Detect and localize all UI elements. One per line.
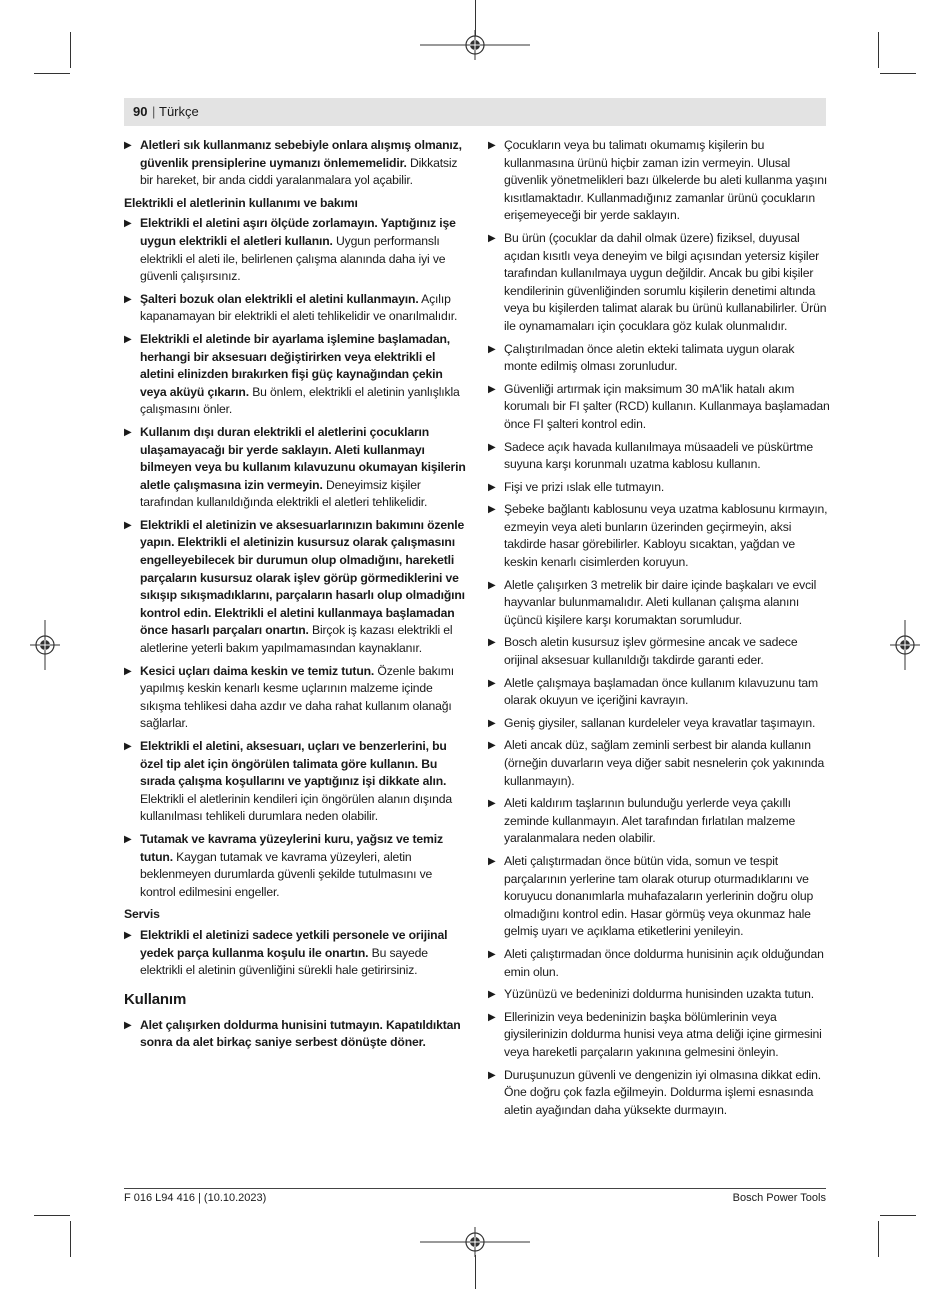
bullet-text: Geniş giysiler, sallanan kurdeleler veya kravatlar taşımayın.: [504, 715, 816, 730]
bullet-text: Uygun performanslı elektrikli el aleti ile, belirlenen çalışma alanında daha iyi ve güvenli çalışırsınız.: [140, 233, 446, 284]
bullet-text: Fişi ve prizi ıslak elle tutmayın.: [504, 479, 665, 494]
bullet-bold-text: Elektrikli el aletinizin ve aksesuarlarınızın bakımını özenle yapın. Elektrikli el aletinizin kusursuz olarak çalışmasını engelleyebilecek bir durumun olup olmadığını, hareketli parçaların kusursuz olarak işlev görüp görmediklerini ve sıkışıp sıkışmadıklarını, parçaların hasarlı olup olmadığını kontrol edin. Elektrikli el aletini kullanmaya başlamadan önce hasarlı parçaları onartın.: [140, 517, 465, 638]
bullet-arrow-icon: ▶: [488, 383, 496, 395]
bullet-arrow-icon: ▶: [124, 665, 132, 677]
bullet-arrow-icon: ▶: [124, 519, 132, 531]
bullet-text: Aleti kaldırım taşlarının bulunduğu yerlerde veya çakıllı zeminde kullanmayın. Alet tarafından fırlatılan malzeme yaralanmalara neden olabilir.: [504, 796, 796, 846]
bullet-text: Aleti çalıştırmadan önce doldurma hunisinin açık olduğundan emin olun.: [504, 946, 824, 979]
list-item: [488, 737, 830, 790]
right-column: [488, 137, 830, 1124]
bullet-text: Bu ürün (çocuklar da dahil olmak üzere) fiziksel, duyusal açıdan kısıtlı veya deneyim ve bilgi açısından yetersiz kişiler tarafından kullanılmaya uygun değildir. Ancak bu gibi kişiler kendilerinin güvenliğinden sorumlu kişilerin denetimi altında veya bu kişilerden talimat alarak bu ürünü kullanabilirler. Ürün ile oynamamaları için çocuklara göz kulak olunmalıdır.: [504, 230, 827, 333]
page-header-bar: [124, 98, 826, 126]
bullet-bold-text: Şalteri bozuk olan elektrikli el aletini kullanmayın.: [140, 291, 419, 306]
list-item: [488, 381, 830, 434]
list-item: [124, 137, 469, 190]
bullet-text: Aletle çalışmaya başlamadan önce kullanım kılavuzunu tam olarak okuyun ve içeriğini kavrayın.: [504, 675, 819, 708]
list-item: [124, 517, 469, 658]
bullet-arrow-icon: ▶: [488, 504, 496, 516]
list-item: [488, 1009, 830, 1062]
crop-mark: [878, 1221, 879, 1257]
list-item: [488, 341, 830, 376]
bullet-bold-text: Elektrikli el aletini aşırı ölçüde zorlamayın. Yaptığınız işe uygun elektrikli el aletleri kullanın.: [140, 216, 456, 248]
bullet-bold-text: Aletleri sık kullanmanız sebebiyle onlara alışmış olmanız, güvenlik prensiplerine uymanızı önlememelidir.: [140, 138, 462, 170]
bullet-text: Çalıştırılmadan önce aletin ekteki talimata uygun olarak monte edilmiş olması zorunludur.: [504, 341, 795, 374]
list-item: [124, 424, 469, 512]
crop-mark: [70, 1221, 71, 1257]
bullet-bold-text: Elektrikli el aletini, aksesuarı, uçları ve benzerlerini, bu özel tip alet için öngörülen talimata göre kullanın. Bu sırada çalışma koşullarını ve yaptığınız işi dikkate alın.: [140, 739, 447, 789]
list-item: [124, 215, 469, 285]
bullet-arrow-icon: ▶: [488, 989, 496, 1001]
bullet-text: Bu önlem, elektrikli el aletinin yanlışlıkla çalışmasını önler.: [140, 384, 460, 417]
crop-mark: [880, 1215, 916, 1216]
bullet-text: Birçok iş kazası elektrikli el aletlerine yeterli bakım yapılmamasından kaynaklanır.: [140, 623, 453, 656]
bullet-arrow-icon: ▶: [124, 741, 132, 752]
bullet-arrow-icon: ▶: [124, 218, 132, 230]
bullet-arrow-icon: ▶: [488, 441, 496, 453]
list-item: [124, 663, 469, 733]
bullet-arrow-icon: ▶: [488, 579, 496, 591]
bullet-arrow-icon: ▶: [488, 677, 496, 689]
bullet-arrow-icon: ▶: [124, 333, 132, 345]
list-item: [124, 331, 469, 419]
crop-mark: [475, 1255, 476, 1289]
list-item: [488, 675, 830, 710]
bullet-arrow-icon: ▶: [488, 637, 496, 649]
bullet-bold-text: Elektrikli el aletinde bir ayarlama işlemine başlamadan, herhangi bir aksesuarı değiştirirken veya elektrikli el aletini elinizden bırakırken fişi güç kaynağından çekin veya aküyü çıkarın.: [140, 331, 450, 399]
bullet-arrow-icon: ▶: [488, 948, 496, 960]
bullet-arrow-icon: ▶: [124, 929, 132, 941]
registration-mark-icon: [30, 620, 60, 670]
bullet-arrow-icon: ▶: [488, 140, 496, 151]
list-item: [488, 137, 830, 225]
bullet-arrow-icon: ▶: [488, 481, 496, 493]
bullet-text: Dikkatsiz bir hareket, bir anda ciddi yaralanmalara yol açabilir.: [140, 155, 458, 188]
list-item: [124, 291, 469, 326]
list-item: [488, 577, 830, 630]
bullet-arrow-icon: ▶: [488, 798, 496, 810]
list-item: [488, 501, 830, 571]
bullet-arrow-icon: ▶: [488, 1011, 496, 1023]
bullet-bold-text: Elektrikli el aletinizi sadece yetkili personele ve orijinal yedek parça kullanma koşulu ile onartın.: [140, 927, 448, 960]
bullet-bold-text: Kesici uçları daima keskin ve temiz tutun.: [140, 663, 375, 678]
bullet-arrow-icon: ▶: [124, 293, 132, 305]
list-item: [488, 479, 830, 497]
registration-mark-icon: [890, 620, 920, 670]
section-heading-service: Servis: [124, 907, 160, 922]
list-item: [488, 795, 830, 848]
bullet-arrow-icon: ▶: [124, 1019, 132, 1031]
bullet-text: Ellerinizin veya bedeninizin başka bölümlerinin veya giysilerinizin doldurma hunisi veya atma deliği içine girmesini veya hareketli parçaların yakınına gelmesini önleyin.: [504, 1009, 822, 1059]
bullet-text: Aletle çalışırken 3 metrelik bir daire içinde başkaları ve evcil hayvanlar bulunmamalıdır. Aleti kullanan çalışma alanını üçüncü kişilere karşı korumaktan sorumludur.: [504, 577, 817, 627]
bullet-text: Elektrikli el aletlerinin kendileri için öngörülen alanın dışında kullanılması tehlikeli durumlara neden olabilir.: [140, 791, 453, 824]
bullet-arrow-icon: ▶: [124, 140, 132, 151]
bullet-text: Bu sayede elektrikli el aletinin güvenliğini sürekli hale getirirsiniz.: [140, 945, 428, 978]
list-item: [488, 715, 830, 733]
list-item: [488, 230, 830, 336]
crop-mark: [34, 1215, 70, 1216]
bullet-bold-text: Kullanım dışı duran elektrikli el aletlerini çocukların ulaşamayacağı bir yerde saklayın. Aleti kullanmayı bilmeyen veya bu kullanım kılavuzunu okumayan kişilerin aletle çalışmasına izin vermeyin.: [140, 424, 466, 492]
bullet-text: Deneyimsiz kişiler tarafından kullanıldığında elektrikli el aletleri tehlikelidir.: [140, 477, 428, 510]
header-separator: |: [152, 104, 156, 119]
bullet-arrow-icon: ▶: [124, 426, 132, 438]
crop-mark: [880, 73, 916, 74]
crop-mark: [34, 73, 70, 74]
bullet-arrow-icon: ▶: [488, 855, 496, 867]
list-item: [488, 946, 830, 981]
list-item: [488, 1067, 830, 1120]
bullet-bold-text: Alet çalışırken doldurma hunisini tutmayın. Kapatıldıktan sonra da alet birkaç saniye serbest dönüşte döner.: [140, 1017, 461, 1050]
bullet-text: Açılıp kapanamayan bir elektrikli el aleti tehlikelidir ve onarılmalıdır.: [140, 291, 458, 324]
header-language: Türkçe: [159, 104, 199, 119]
bullet-text: Bosch aletin kusursuz işlev görmesine ancak ve sadece orijinal aksesuar kullanıldığı takdirde garanti eder.: [504, 635, 798, 668]
section-heading-use-care: Elektrikli el aletlerinin kullanımı ve bakımı: [124, 195, 358, 210]
bullet-text: Aleti ancak düz, sağlam zeminli serbest bir alanda kullanın (örneğin duvarların veya diğer sabit nesnelerin çok yakınında kullanmayın).: [504, 738, 825, 788]
bullet-arrow-icon: ▶: [488, 717, 496, 729]
bullet-text: Özenle bakımı yapılmış keskin kenarlı kesme uçlarının malzeme içinde sıkışma tehlikesi daha azdır ve daha rahat kullanım olanağı sağlarlar.: [140, 663, 455, 731]
section-title-kullanim: Kullanım: [124, 990, 187, 1008]
list-item: [488, 439, 830, 474]
footer-brand: Bosch Power Tools: [732, 1192, 826, 1204]
bullet-text: Güvenliği artırmak için maksimum 30 mA'lik hatalı akım korumalı bir FI şalter (RCD) kullanın. Kullanmaya başlamadan önce FI şalteri kontrol edin.: [504, 381, 830, 431]
list-item: [124, 927, 469, 980]
left-column: [124, 137, 469, 1057]
bullet-text: Kaygan tutamak ve kavrama yüzeyleri, aletin beklenmeyen durumlarda güvenli şekilde tutulmasını ve kontrol edilmesini engeller.: [140, 849, 433, 899]
crop-mark: [878, 32, 879, 68]
list-item: [124, 1017, 469, 1052]
list-item: [124, 831, 469, 901]
list-item: [488, 986, 830, 1004]
bullet-text: Çocukların veya bu talimatı okumamış kişilerin bu kullanmasına ürünü hiçbir zaman izin vermeyin. Ulusal güvenlik yönetmelikleri bazı ülkelerde bu aleti kullanma yaşını kısıtlamaktadır. Kullanmadığınız zamanlar ürünü çocukların erişemeyeceği bir yerde saklayın.: [504, 138, 828, 223]
footer-document-id: F 016 L94 416 | (10.10.2023): [124, 1192, 267, 1204]
bullet-arrow-icon: ▶: [488, 1069, 496, 1081]
bullet-text: Aleti çalıştırmadan önce bütün vida, somun ve tespit parçalarının yerlerine tam olarak oturup oturmadıklarını ve koruyucu donanımlarla muhafazaların yerlerinin doğru olup olmadığını kontrol edin. Hasar görmüş veya okunmaz hale gelmiş uyarı ve açıklama etiketlerini yenileyin.: [504, 853, 814, 939]
page-number: 90: [133, 104, 148, 119]
list-item: [488, 853, 830, 941]
bullet-text: Yüzünüzü ve bedeninizi doldurma hunisinden uzakta tutun.: [504, 987, 815, 1002]
bullet-arrow-icon: ▶: [488, 740, 496, 752]
footer-rule: [124, 1188, 826, 1189]
list-item: [488, 634, 830, 669]
crop-mark: [70, 32, 71, 68]
bullet-text: Sadece açık havada kullanılmaya müsaadeli ve püskürtme suyuna karşı korunmalı uzatma kablosu kullanın.: [504, 439, 813, 472]
bullet-bold-text: Tutamak ve kavrama yüzeylerini kuru, yağsız ve temiz tutun.: [140, 831, 443, 864]
list-item: [124, 738, 469, 826]
bullet-arrow-icon: ▶: [124, 833, 132, 845]
bullet-text: Duruşunuzun güvenli ve dengenizin iyi olmasına dikkat edin. Öne doğru çok fazla eğilmeyin. Doldurma işlemi esnasında aletin ayağından daha yüksekte durmayın.: [504, 1067, 822, 1117]
bullet-arrow-icon: ▶: [488, 232, 496, 244]
bullet-text: Şebeke bağlantı kablosunu veya uzatma kablosunu kırmayın, ezmeyin veya aleti bunların üzerinden geçirmeyin, aksi takdirde hasar görebilirler. Kabloyu sıcaktan, yağdan ve keskin kenarlı cisimlerden koruyun.: [504, 502, 828, 570]
registration-mark-icon: [420, 30, 530, 60]
bullet-arrow-icon: ▶: [488, 343, 496, 355]
registration-mark-icon: [420, 1227, 530, 1257]
